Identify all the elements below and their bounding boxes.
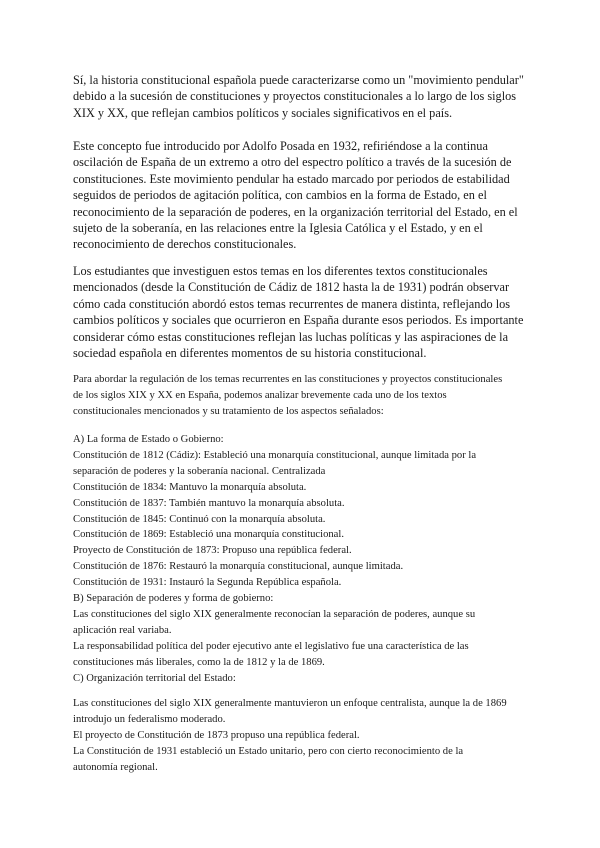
text-line: La responsabilidad política del poder ejecutivo ante el legislativo fue una característica de las xyxy=(73,640,469,652)
section-heading: C) Organización territorial del Estado: xyxy=(73,672,236,684)
text-line: constituciones más liberales, como la de 1812 y la de 1869. xyxy=(73,656,325,668)
text-line: Las constituciones del siglo XIX generalmente reconocían la separación de poderes, aunque su xyxy=(73,609,476,620)
list-item: Constitución de 1876: Restauró la monarquía constitucional, aunque limitada. xyxy=(73,561,404,573)
paragraph-students: Los estudiantes que investiguen estos temas en los diferentes textos constitucionales mencionados (desde la Constitución de Cádiz de 1812 hasta la de 1931) podrán observar cómo cada constitución abordó estos temas recurrentes de manera distinta, reflejando los cambios políticos y sociales que ocurrieron en España durante esos periodos. Es importante considerar cómo estas constituciones reflejan las luchas políticas y las aspiraciones de la sociedad española en diferentes momentos de su historia constitucional. xyxy=(73,264,524,361)
list-item: Constitución de 1834: Mantuvo la monarquía absoluta. xyxy=(73,481,307,493)
text-line: autonomía regional. xyxy=(73,761,158,773)
text-line: aplicación real variaba. xyxy=(73,624,172,636)
list-item: Constitución de 1845: Continuó con la monarquía absoluta. xyxy=(73,513,326,525)
text-line: La Constitución de 1931 estableció un Estado unitario, pero con cierto reconocimiento de la xyxy=(73,745,464,757)
list-item: Constitución de 1837: También mantuvo la monarquía absoluta. xyxy=(73,497,345,509)
section-separacion-poderes xyxy=(73,607,535,687)
section-heading: A) La forma de Estado o Gobierno: xyxy=(73,434,224,445)
list-item: Constitución de 1931: Instauró la Segunda República española. xyxy=(73,577,342,589)
paragraph-intro: Sí, la historia constitucional española puede caracterizarse como un "movimiento pendular" debido a la sucesión de constituciones y proyectos constitucionales a lo largo de los siglos XIX y XX, que reflejan cambios políticos y sociales significativos en el país. xyxy=(73,73,524,120)
analysis-intro xyxy=(73,372,535,420)
list-item: separación de poderes y la soberanía nacional. Centralizada xyxy=(73,465,326,477)
text-line: constitucionales mencionados y su tratamiento de los aspectos señalados: xyxy=(73,405,384,417)
paragraph-posada: Este concepto fue introducido por Adolfo Posada en 1932, refiriéndose a la continua oscilación de España de un extremo a otro del espectro político a través de la sucesión de constituciones. Este movimiento pendular ha estado marcado por periodos de estabilidad seguidos de periodos de agitación política, con cambios en la forma de Estado, en el reconocimiento de la separación de poderes, en la organización territorial del Estado, en el sujeto de la soberanía, en las relaciones entre la Iglesia Católica y el Estado, y en el reconocimiento de derechos constitucionales. xyxy=(73,139,518,252)
text-line: Para abordar la regulación de los temas recurrentes en las constituciones y proyectos constitucionales xyxy=(73,374,503,385)
text-line: de los siglos XIX y XX en España, podemos analizar brevemente cada uno de los textos xyxy=(73,389,447,401)
text-line: Las constituciones del siglo XIX generalmente mantuvieron un enfoque centralista, aunque la de 1869 xyxy=(73,698,507,709)
text-line: El proyecto de Constitución de 1873 propuso una república federal. xyxy=(73,729,360,741)
list-item: Constitución de 1869: Estableció una monarquía constitucional. xyxy=(73,529,344,541)
section-forma-estado xyxy=(73,432,535,607)
section-heading: B) Separación de poderes y forma de gobierno: xyxy=(73,593,274,605)
list-item: Proyecto de Constitución de 1873: Propuso una república federal. xyxy=(73,545,352,557)
section-organizacion-territorial xyxy=(73,696,535,776)
list-item: Constitución de 1812 (Cádiz): Estableció una monarquía constitucional, aunque limitada por la xyxy=(73,449,477,461)
text-line: introdujo un federalismo moderado. xyxy=(73,713,226,725)
